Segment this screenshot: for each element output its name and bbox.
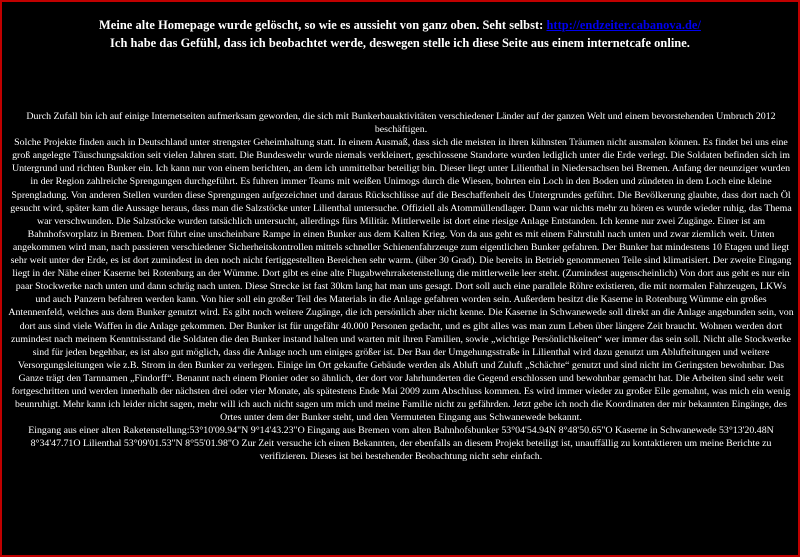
article-coordinates-paragraph: Eingang aus einer alten Raketenstellung:53°10'09.94"N 9°14'43.23"O Eingang aus Bremen vom alten Bahnhofsbunker 53°04'54.94N 8°48'50.65"O Kaserne in Schwanewede 53°13'20.48N 8°34'47.71O Lilienthal 53°09'01.53"N 8°55'01.98"O Zur Zeit versuche ich einen Bekannten, der ebenfalls an diesem Projekt beteiligt ist, unauffällig zu kontaktieren um meine Berichte zu verifizieren. Dieses ist bei bestehender Beobachtung nicht sehr einfach. bbox=[28, 425, 774, 463]
page-heading bbox=[2, 16, 798, 52]
article-body bbox=[8, 110, 794, 464]
heading-line-1-text: Meine alte Homepage wurde gelöscht, so wie es aussieht von ganz oben. Seht selbst: bbox=[99, 18, 547, 32]
old-homepage-link[interactable]: http://endzeiter.cabanova.de/ bbox=[546, 18, 701, 32]
article-main-paragraph: Solche Projekte finden auch in Deutschland unter strengster Geheimhaltung statt. In einem Ausmaß, dass sich die meisten in ihren kühnsten Träumen nicht ausmalen können. Es findet bei uns eine groß angelegte Täuschungsaktion seit vielen Jahren statt. Die Bundeswehr wurde niemals verkleinert, geschlossene Standorte wurden lediglich unter die Erde verlegt. Die Soldaten befinden sich im Untergrund und richten Bunker ein. Ich kann nur von einem berichten, an dem ich unmittelbar beteiligt bin. Dieser liegt unter Lilienthal in Niedersachsen bei Bremen. Anfang der neunziger wurden in der Region zahlreiche Sprengungen durchgeführt. Es fuhren immer Teams mit weißen Unimogs durch die Wiesen, bohrten ein Loch in den Boden und zündeten in dem Loch eine kleine Sprengladung. Von anderen Stellen wurden diese Sprengungen aufgezeichnet und daraus Rückschlüsse auf die Beschaffenheit des Untergrundes geführt. Die Bevölkerung glaubte, dass dort nach Öl gesucht wird, später kam die Aussage heraus, dass man die Salzstöcke unter Lilienthal untersuche. Offiziell als Atommüllendlager. Dann war nichts mehr zu hören es wurde wieder ruhig, das Thema war verschwunden. Die Salzstöcke wurden tatsächlich untersucht, allerdings fürs Militär. Mittlerweile ist dort eine riesige Anlage Entstanden. Ich kenne nur zwei Zugänge. Einer ist am Bahnhofsvorplatz in Bremen. Dort führt eine unscheinbare Rampe in einen Bunker aus dem Kalten Krieg. Von da aus geht es mit einem Fahrstuhl nach unten und zwar ziemlich weit. Unten angekommen wird man, nach passieren verschiedener Sicherheitskontrollen mittels schneller Schienenfahrzeuge zum eigentlichen Bunker gefahren. Der Bunker hat mindestens 10 Etagen und liegt sehr weit unter der Erde, es ist dort zumindest in den noch nicht fertiggestellten Bereichen sehr warm. (über 30 Grad). Die bereits in Betrieb genommenen Teile sind klimatisiert. Der zweite Eingang liegt in der Nähe einer Kaserne bei Rotenburg an der Wümme. Dort gibt es eine alte Flugabwehrraketenstellung die mittlerweile leer steht. (Zumindest augenscheinlich) Von dort aus geht es nur ein paar Stockwerke nach unten und dann schräg nach unten. Diese Strecke ist fast 30km lang hat man uns gesagt. Dort soll auch eine parallele Röhre existieren, die mit normalen Fahrzeugen, LKWs und auch Panzern befahren werden kann. Von hier soll ein großer Teil des Materials in die Anlage gefahren worden sein. Außerdem besitzt die Kaserne in Rotenburg Wümme ein großes Antennenfeld, welches aus dem Bunker genutzt wird. Es gibt noch weitere Zugänge, die ich persönlich aber nicht kenne. Die Kaserne in Schwanewede soll direkt an die Anlage angebunden sein, von dort aus sind viele Waffen in die Anlage gekommen. Der Bunker ist für ungefähr 40.000 Personen gedacht, und es gibt alles was man zum Leben über längere Zeit braucht. Wohnen werden dort zumindest nach meinem Kenntnisstand die Soldaten die den Bunker instand halten und warten mit ihren Familien, sowie „wichtige Persönlichkeiten“ wer immer das sein soll. Nicht alle Stockwerke sind für jeden begehbar, es ist also gut möglich, dass die Anlage noch um einiges größer ist. Der Bau der Umgehungsstraße in Lilienthal wird dazu genutzt um Ablufteitungen und weitere Versorgungsleitungen wie z.B. Strom in den Bunker zu verlegen. Einige im Ort gekaufte Gebäude werden als Abluft und Zuluft „Schächte“ genutzt und sind nicht im Geringsten bewohnbar. Das Ganze trägt den Tarnnamen „Findorff“. Benannt nach einem Pionier oder so ähnlich, der dort vor Jahrhunderten die Gegend erschlossen und bewohnbar gemacht hat. Die Arbeiten sind sehr weit fortgeschritten und werden innerhalb der nächsten drei oder vier Monate, als spätestens Ende Mai 2009 zum Abschluss kommen. Es wird immer wieder zu großer Eile gemahnt, was mich ein wenig beunruhigt. Mehr kann ich leider nicht sagen, mehr will ich auch nicht sagen um mich und meine Familie nicht zu gefährden. Jetzt gebe ich noch die Koordinaten der mir bekannten Eingänge, des Ortes unter dem der Bunker steht, und den Vermuteten Eingang aus Schwanewede bekannt. bbox=[8, 137, 794, 424]
heading-line-1 bbox=[2, 16, 798, 34]
article-intro-paragraph: Durch Zufall bin ich auf einige Internetseiten aufmerksam geworden, die sich mit Bunkerbauaktivitäten verschiedener Länder auf der ganzen Welt und einem bevorstehenden Umbruch 2012 beschäftigen. bbox=[26, 111, 776, 136]
heading-line-2: Ich habe das Gefühl, dass ich beobachtet werde, deswegen stelle ich diese Seite aus einem internetcafe online. bbox=[110, 36, 690, 50]
